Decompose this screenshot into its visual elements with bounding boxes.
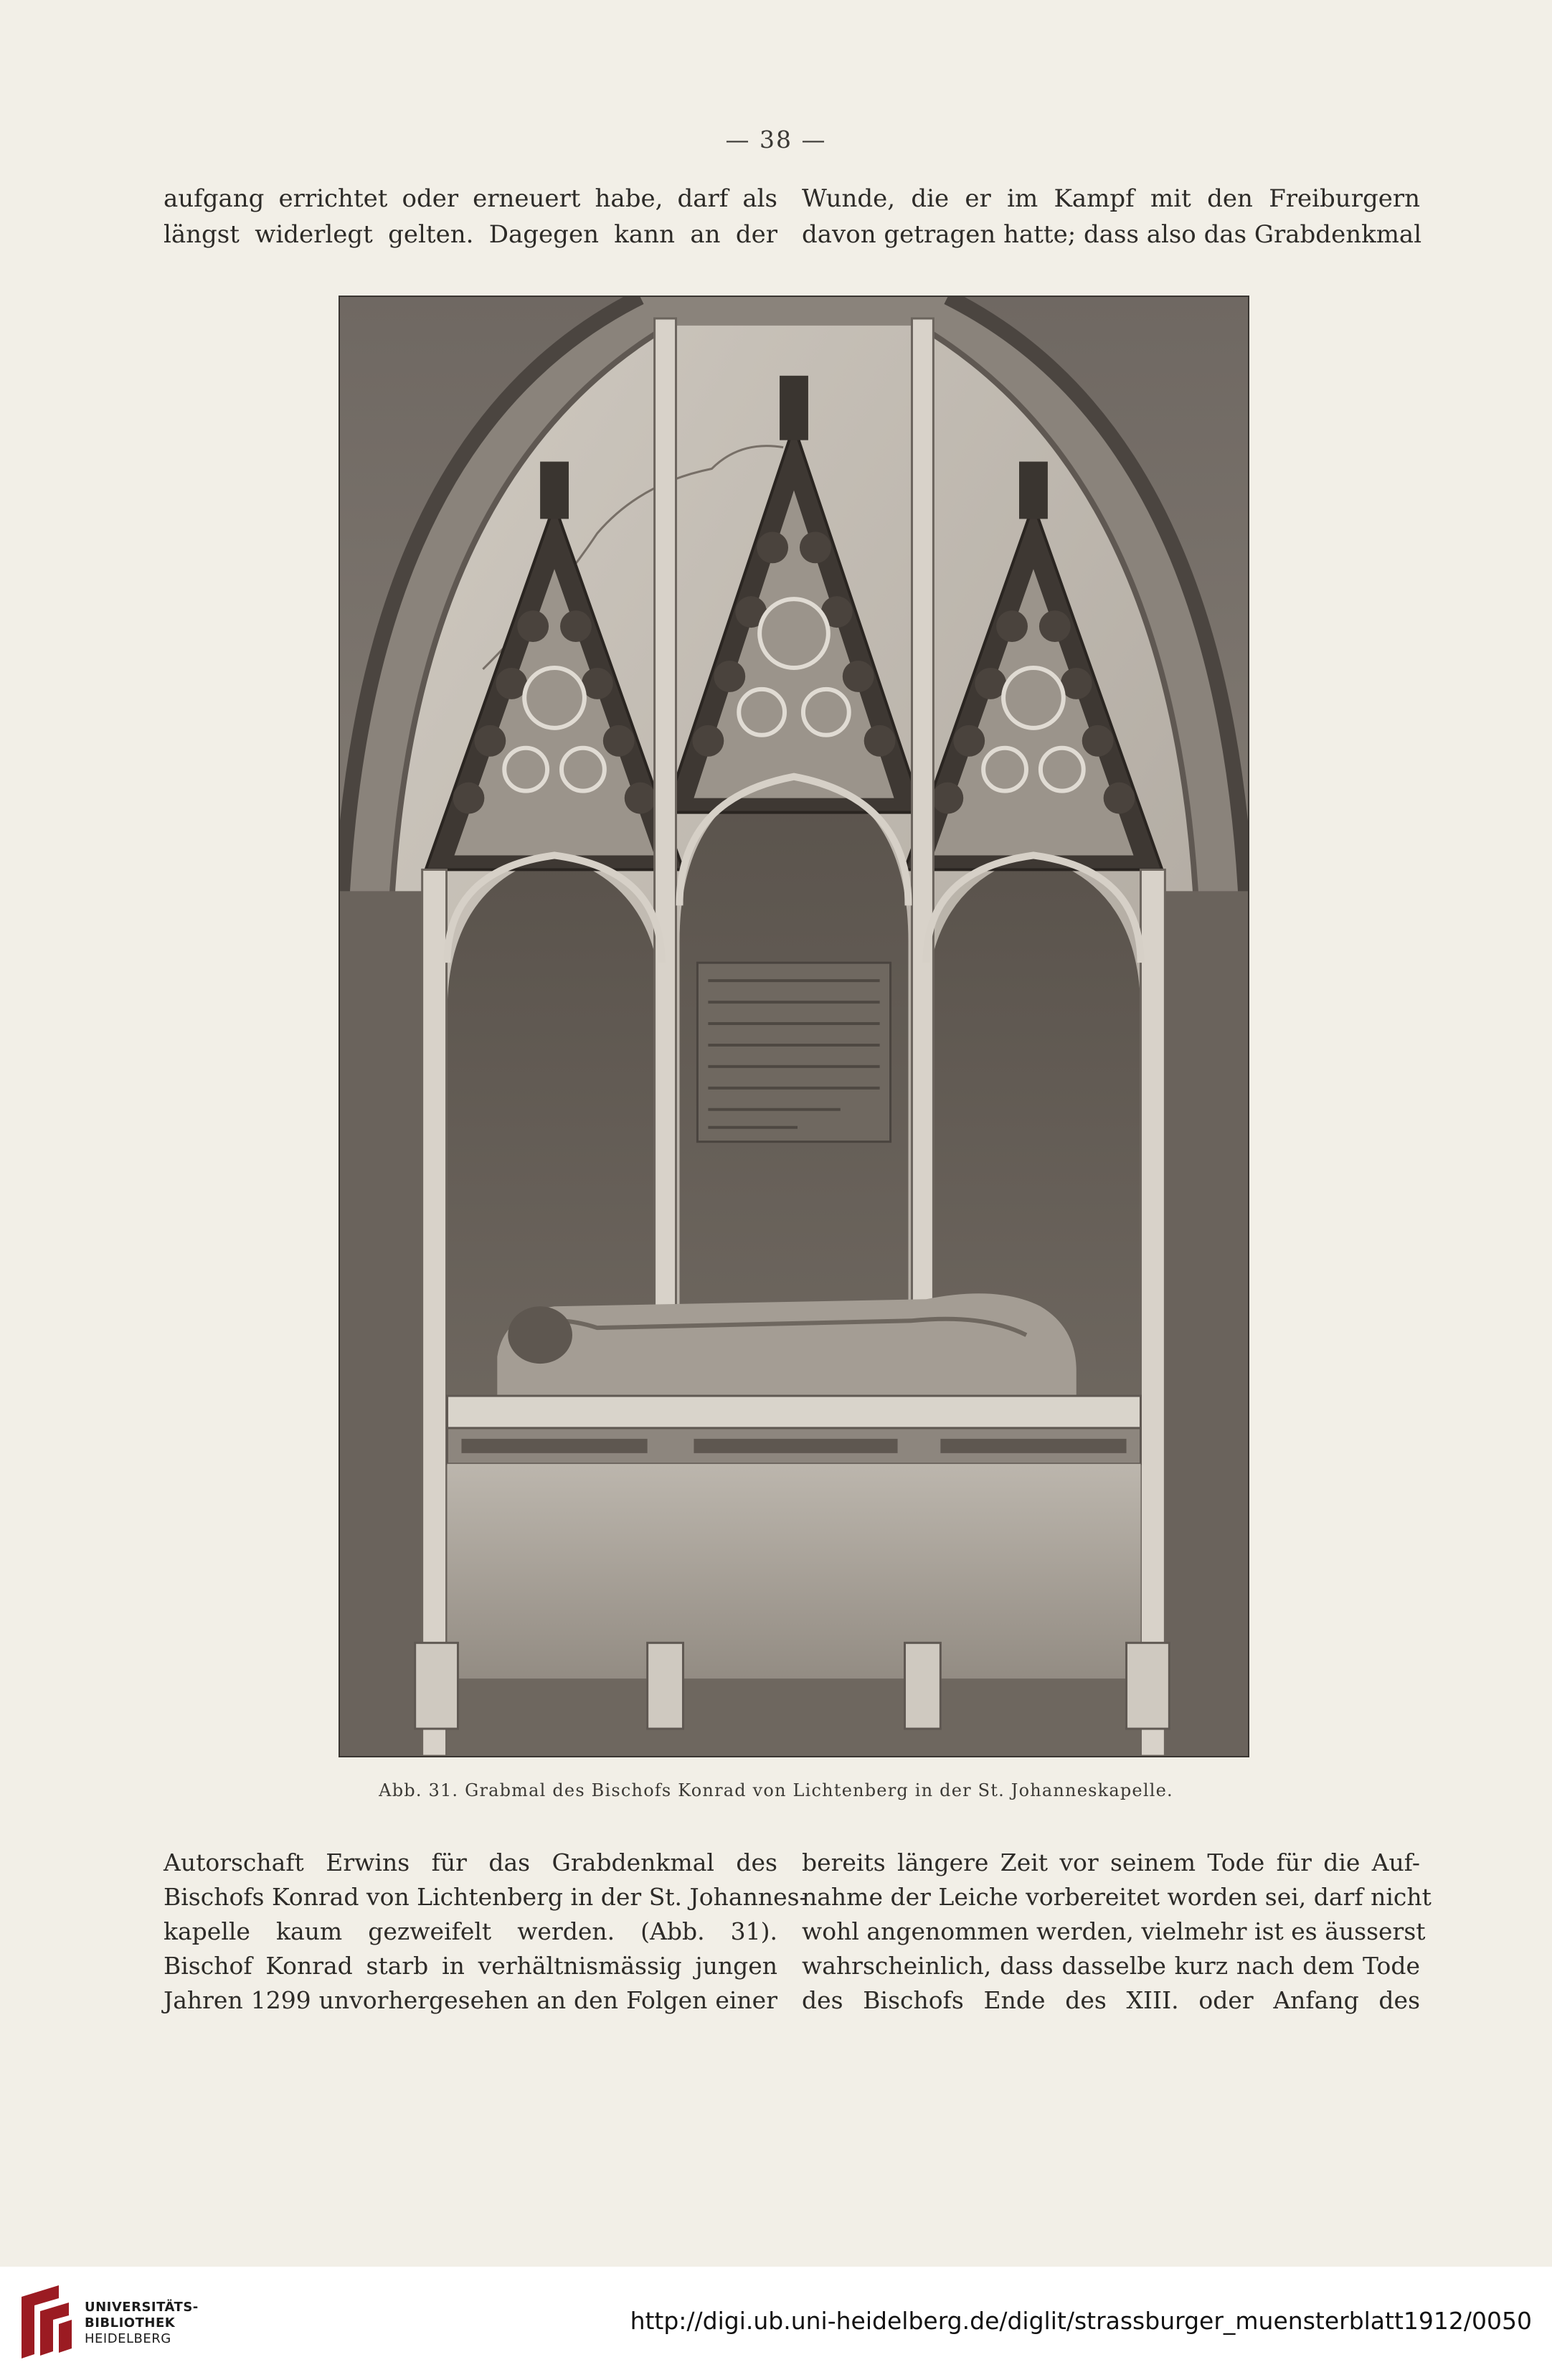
page-number: — 38 — <box>725 126 827 154</box>
library-name <box>85 2300 199 2347</box>
figure-caption: Abb. 31. Grabmal des Bischofs Konrad von Lichtenberg in der St. Johanneskapelle. <box>379 1780 1173 1800</box>
library-footer <box>0 2267 1552 2380</box>
text-line: nahme der Leiche vorbereitet worden sei, darf nicht <box>802 1883 1432 1911</box>
library-name-line: HEIDELBERG <box>85 2331 171 2346</box>
text-line: Wunde, die er im Kampf mit den Freiburgern <box>802 184 1420 213</box>
top-right-column <box>802 181 1420 252</box>
text-line: wahrscheinlich, dass dasselbe kurz nach dem Tode <box>802 1952 1420 1980</box>
text-line: kapelle kaum gezweifelt werden. (Abb. 31). <box>164 1917 777 1945</box>
text-line: Bischof Konrad starb in verhältnismässig jungen <box>164 1952 777 1980</box>
library-name-line: BIBLIOTHEK <box>85 2315 176 2331</box>
text-line: Autorschaft Erwins für das Grabdenkmal des <box>164 1848 777 1876</box>
text-line: Jahren 1299 unvorhergesehen an den Folgen einer <box>164 1986 777 2014</box>
bottom-right-column <box>802 1846 1432 2018</box>
bottom-left-column <box>164 1846 808 2018</box>
tomb-photograph <box>340 297 1248 1756</box>
text-line: wohl angenommen werden, vielmehr ist es äusserst <box>802 1917 1426 1945</box>
university-library-logo-icon <box>16 2282 75 2361</box>
library-name-line: UNIVERSITÄTS- <box>85 2300 199 2315</box>
text-line: bereits längere Zeit vor seinem Tode für die Auf- <box>802 1848 1420 1876</box>
text-line: aufgang errichtet oder erneuert habe, darf als <box>164 184 777 213</box>
text-line: des Bischofs Ende des XIII. oder Anfang des <box>802 1986 1420 2014</box>
text-line: längst widerlegt gelten. Dagegen kann an der <box>164 220 777 249</box>
source-url-link[interactable]: http://digi.ub.uni-heidelberg.de/diglit/strassburger_muensterblatt1912/0050 <box>630 2307 1532 2335</box>
top-left-column <box>164 181 777 252</box>
text-line: davon getragen hatte; dass also das Grabdenkmal <box>802 220 1422 249</box>
text-line: Bischofs Konrad von Lichtenberg in der St. Johannes- <box>164 1883 808 1911</box>
figure-photo <box>339 296 1249 1757</box>
